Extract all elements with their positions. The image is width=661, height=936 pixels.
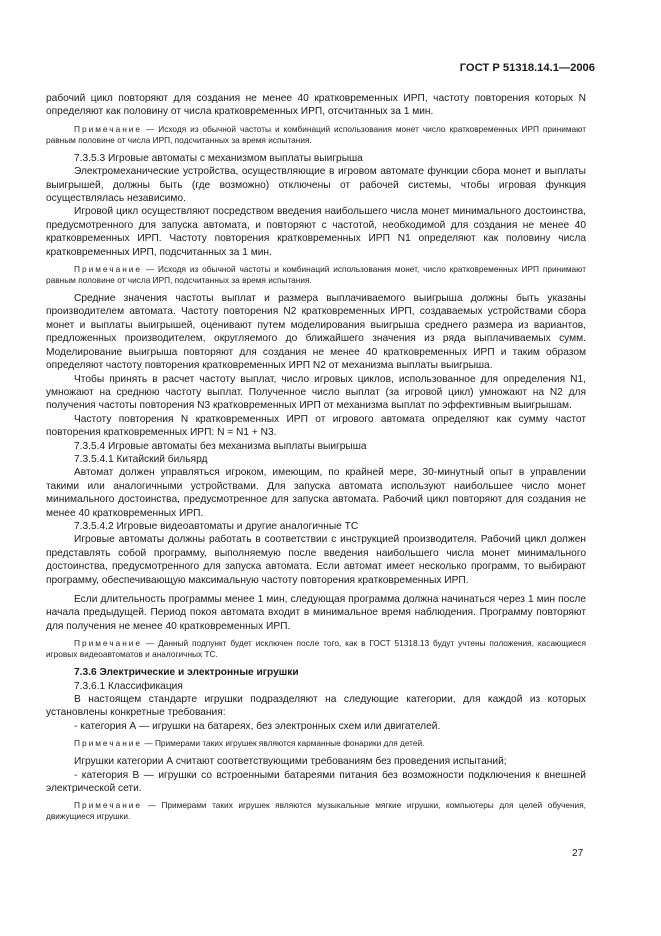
section-heading: 7.3.5.3 Игровые автоматы с механизмом выплаты выигрыша	[74, 152, 363, 164]
body-paragraph: - категория В — игрушки со встроенными батареями питания без возможности подключения к внешней электрической сети.	[46, 769, 586, 795]
body-paragraph: Чтобы принять в расчет частоту выплат, число игровых циклов, использованное для определения N1, умножают на среднюю частоту выплат. Полученное число выплат (за игровой цикл) умножают на N2 для получения частоты повторения N3 кратковременных ИРП от механизма выплат по эффективным выигрышам.	[46, 373, 586, 412]
note-paragraph	[46, 124, 586, 146]
section-heading: 7.3.6.1 Классификация	[74, 680, 183, 692]
body-paragraph: В настоящем стандарте игрушки подразделяют на следующие категории, для каждой из которых установлены конкретные требования:	[46, 694, 586, 719]
note-label: Примечание	[74, 800, 143, 811]
body-paragraph: Электромеханические устройства, осуществляющие в игровом автомате функции сбора монет и выплаты выигрышей, должны быть (где возможно) отключены от рабочей системы, чтобы игровая функция осуществлялась независимо.	[46, 166, 586, 205]
body-paragraph: - категория А — игрушки на батареях, без электронных схем или двигателей.	[74, 720, 441, 732]
note-paragraph	[46, 264, 586, 286]
note-text: — Данный подпункт будет исключен после того, как в ГОСТ 51318.13 будут учтены положения, касающиеся игровых видеоавтоматов и аналогичных ТС.	[46, 638, 586, 660]
note-label: Примечание	[74, 264, 143, 275]
body-paragraph: рабочий цикл повторяют для создания не менее 40 кратковременных ИРП, частоту повторения которых N определяют как половину от числа кратковременных ИРП, отсчитанных за 1 мин.	[46, 93, 586, 118]
body-paragraph: Если длительность программы менее 1 мин, следующая программа должна начинаться через 1 мин после начала предыдущей. Период покоя автомата входит в минимальное время наблюдения. Программу повторяют для получения не менее 40 кратковременных ИРП.	[46, 594, 586, 632]
body-paragraph: Автомат должен управляться игроком, имеющим, по крайней мере, 30-минутный опыт в управлении такими или аналогичными устройствами. Для запуска автомата используют наибольшее число монет минимального достоинства, предусмотренное для запуска автомата. Рабочий цикл повторяют для создания не менее 40 кратковременных ИРП.	[46, 467, 586, 519]
section-heading: 7.3.6 Электрические и электронные игрушки	[74, 667, 299, 679]
note-paragraph	[46, 738, 586, 749]
note-text: — Примерами таких игрушек являются карманные фонарики для детей.	[144, 738, 425, 749]
body-paragraph: Игрушки категории А считают соответствующими требованиям без проведения испытаний;	[74, 756, 507, 768]
body-paragraph: Игровые автоматы должны работать в соответствии с инструкцией производителя. Рабочий цикл должен представлять собой программу, выполняемую после введения наибольшего числа монет минимального достоинства, предусмотренного для запуска автомата. Если автомат имеет несколько программ, то выбирают программу, обеспечивающую максимальную частоту повторения кратковременных ИРП.	[46, 534, 586, 586]
note-label: Примечание	[74, 638, 143, 649]
note-label: Примечание	[74, 738, 143, 749]
note-text: — Примерами таких игрушек являются музыкальные мягкие игрушки, компьютеры для целей обучения, движущиеся игрушки.	[46, 800, 586, 822]
body-paragraph: Игровой цикл осуществляют посредством введения наибольшего числа монет минимального достоинства, предусмотренного для запуска автомата, и повторяют с частотой, необходимой для создания не менее 40 кратковременных ИРП. Частоту повторения кратковременных ИРП N1 определяют как половину числа кратковременных ИРП, подсчитанных за 1 мин.	[46, 206, 586, 258]
note-text: — Исходя из обычной частоты и комбинаций использования монет число кратковременных ИРП принимают равным половине от числа ИРП, подсчитанных за время испытания.	[46, 123, 586, 145]
body-paragraph: Частоту повторения N кратковременных ИРП от игрового автомата определяют как сумму частот повторения кратковременных ИРП: N = N1 + N3.	[46, 413, 586, 439]
body-paragraph: Средние значения частоты выплат и размера выплачиваемого выигрыша должны быть указаны производителем автомата. Частоту повторения N2 кратковременных ИРП, создаваемых устройствами сбора монет и выплаты выигрышей, оценивают путем моделирования выигрыша среднего размера из вариантов, предложенных производителем, округляемого до ближайшего значения из ряда выплачиваемых сумм. Моделирование выигрыша повторяют для создания не менее 40 кратковременных ИРП и таким образом определяют частоту повторения кратковременных ИРП N2 от механизма выплаты выигрыша.	[46, 293, 586, 372]
note-paragraph	[46, 800, 586, 822]
section-heading: 7.3.5.4.2 Игровые видеоавтоматы и другие аналогичные ТС	[74, 520, 359, 532]
note-label: Примечание	[74, 123, 143, 134]
page-number: 27	[572, 848, 584, 859]
note-paragraph	[46, 638, 586, 660]
note-text: — Исходя из обычной частоты и комбинаций использования монет, число кратковременных ИРП принимают равным половине от числа ИРП, подсчитанных за время испытания.	[46, 264, 586, 286]
page-body	[46, 92, 586, 828]
document-code-header: ГОСТ Р 51318.14.1—2006	[459, 62, 595, 74]
section-heading: 7.3.5.4 Игровые автоматы без механизма выплаты выигрыша	[74, 440, 367, 452]
section-heading: 7.3.5.4.1 Китайский бильярд	[74, 453, 208, 465]
